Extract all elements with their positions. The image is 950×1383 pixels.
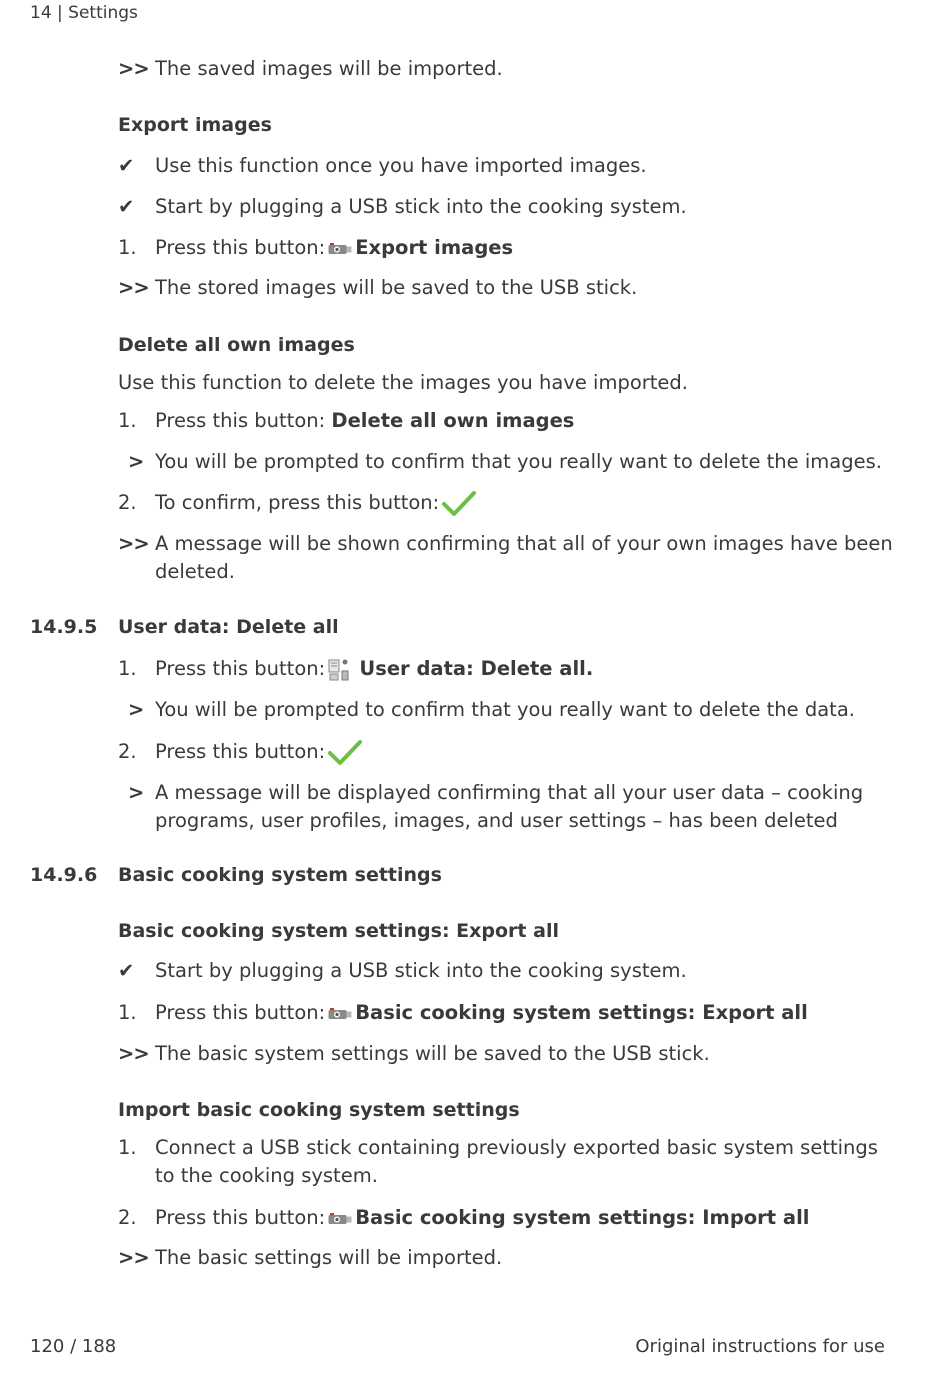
result-marker: >>	[118, 57, 149, 80]
button-name: Delete all own images	[331, 409, 575, 432]
step-number: 2.	[118, 740, 137, 763]
check-mark-icon: ✔	[118, 959, 135, 982]
document-title: Original instructions for use	[635, 1336, 885, 1357]
confirm-check-icon	[328, 740, 362, 766]
step-text: Press this button:	[155, 740, 326, 763]
result-marker: >>	[118, 532, 149, 555]
step-line	[118, 1204, 898, 1232]
prerequisite-line	[118, 957, 898, 985]
section-title: User data: Delete all	[118, 616, 339, 638]
prerequisite-text: Start by plugging a USB stick into the cooking system.	[155, 959, 687, 982]
step-text: Press this button:	[155, 1206, 326, 1229]
usb-import-settings-icon	[328, 1212, 352, 1226]
prerequisite-text: Start by plugging a USB stick into the cooking system.	[155, 195, 687, 218]
button-name: Basic cooking system settings: Export all	[355, 1001, 808, 1024]
intermediate-marker: >	[128, 450, 145, 473]
page-number: 120 / 188	[30, 1336, 117, 1357]
intermediate-marker: >	[128, 781, 145, 804]
import-settings-heading: Import basic cooking system settings	[118, 1099, 520, 1121]
intermediate-line	[118, 448, 898, 476]
button-name: Basic cooking system settings: Import all	[355, 1206, 810, 1229]
result-line	[118, 1040, 898, 1068]
usb-export-settings-icon	[328, 1007, 352, 1021]
intermediate-text: You will be prompted to confirm that you really want to delete the images.	[155, 450, 882, 473]
step-text: Connect a USB stick containing previously exported basic system settings to the cooking system.	[155, 1136, 878, 1187]
step-text: Press this button:	[155, 236, 326, 259]
check-mark-icon: ✔	[118, 154, 135, 177]
step-line	[118, 1134, 898, 1190]
page-header: 14 | Settings	[30, 3, 138, 23]
result-marker: >>	[118, 276, 149, 299]
result-text: The saved images will be imported.	[155, 57, 503, 80]
step-line	[118, 655, 898, 683]
result-text: The stored images will be saved to the USB stick.	[155, 276, 638, 299]
step-text: To confirm, press this button:	[155, 491, 440, 514]
check-mark-icon: ✔	[118, 195, 135, 218]
step-line	[118, 489, 898, 517]
step-line	[118, 234, 898, 262]
step-line	[118, 407, 898, 435]
export-all-heading: Basic cooking system settings: Export all	[118, 920, 559, 942]
confirm-check-icon	[442, 491, 476, 517]
section-number: 14.9.5	[30, 616, 98, 638]
button-name: User data: Delete all.	[359, 657, 594, 680]
intermediate-line	[118, 696, 898, 724]
prerequisite-text: Use this function once you have imported images.	[155, 154, 647, 177]
prerequisite-line	[118, 152, 898, 180]
result-text: The basic settings will be imported.	[155, 1246, 503, 1269]
result-line	[118, 55, 898, 83]
result-line	[118, 530, 898, 586]
section-number: 14.9.6	[30, 864, 98, 886]
step-number: 1.	[118, 1136, 137, 1159]
step-number: 2.	[118, 491, 137, 514]
step-line	[118, 999, 898, 1027]
result-marker: >>	[118, 1246, 149, 1269]
intermediate-marker: >	[128, 698, 145, 721]
section-title: Basic cooking system settings	[118, 864, 442, 886]
usb-export-images-icon	[328, 242, 352, 256]
step-text: Press this button:	[155, 409, 326, 432]
step-line	[118, 738, 898, 766]
result-text: The basic system settings will be saved to the USB stick.	[155, 1042, 710, 1065]
step-text: Press this button:	[155, 1001, 326, 1024]
result-line	[118, 274, 898, 302]
result-line	[118, 1244, 898, 1272]
prerequisite-line	[118, 193, 898, 221]
intro-paragraph: Use this function to delete the images you have imported.	[118, 371, 688, 394]
intermediate-text: A message will be displayed confirming that all your user data – cooking programs, user profiles, images, and user settings – has been deleted	[155, 781, 864, 832]
result-text: A message will be shown confirming that all of your own images have been deleted.	[155, 532, 893, 583]
intermediate-line	[118, 779, 898, 835]
step-number: 1.	[118, 409, 137, 432]
user-data-delete-icon	[328, 658, 350, 682]
result-marker: >>	[118, 1042, 149, 1065]
step-number: 1.	[118, 236, 137, 259]
step-text: Press this button:	[155, 657, 326, 680]
step-number: 1.	[118, 1001, 137, 1024]
step-number: 1.	[118, 657, 137, 680]
delete-own-images-heading: Delete all own images	[118, 334, 355, 356]
button-name: Export images	[355, 236, 514, 259]
export-images-heading: Export images	[118, 114, 272, 136]
step-number: 2.	[118, 1206, 137, 1229]
intermediate-text: You will be prompted to confirm that you really want to delete the data.	[155, 698, 855, 721]
